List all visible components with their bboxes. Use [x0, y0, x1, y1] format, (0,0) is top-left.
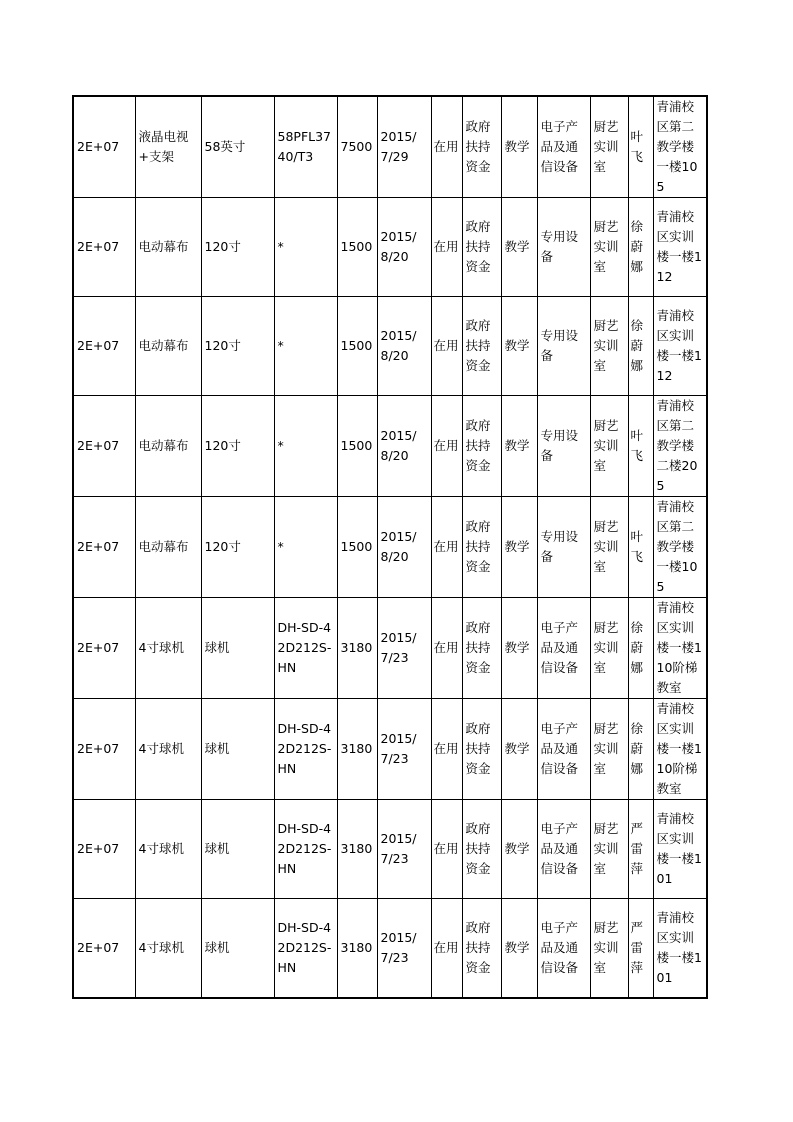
cell-category: 电子产品及通信设备	[537, 699, 590, 800]
cell-asset-name: 4寸球机	[135, 899, 201, 999]
cell-spec: 120寸	[201, 497, 274, 598]
cell-category: 电子产品及通信设备	[537, 800, 590, 899]
cell-asset-code: 2E+07	[73, 800, 135, 899]
cell-price: 1500	[337, 396, 377, 497]
cell-spec: 球机	[201, 899, 274, 999]
table-row	[73, 699, 707, 800]
cell-custodian: 徐蔚娜	[628, 598, 653, 699]
cell-price: 3180	[337, 899, 377, 999]
cell-asset-code: 2E+07	[73, 198, 135, 297]
cell-category: 电子产品及通信设备	[537, 598, 590, 699]
cell-spec: 58英寸	[201, 96, 274, 198]
cell-location: 青浦校区实训楼一楼101	[653, 899, 707, 999]
table-row	[73, 800, 707, 899]
cell-usage: 教学	[501, 899, 537, 999]
cell-funding-source: 政府扶持资金	[462, 899, 501, 999]
cell-category: 专用设备	[537, 497, 590, 598]
cell-category: 电子产品及通信设备	[537, 899, 590, 999]
cell-department: 厨艺实训室	[590, 899, 628, 999]
cell-spec: 球机	[201, 800, 274, 899]
cell-funding-source: 政府扶持资金	[462, 497, 501, 598]
cell-asset-code: 2E+07	[73, 497, 135, 598]
cell-spec: 球机	[201, 598, 274, 699]
cell-funding-source: 政府扶持资金	[462, 699, 501, 800]
cell-status: 在用	[431, 297, 462, 396]
table-body	[73, 96, 707, 998]
cell-asset-code: 2E+07	[73, 297, 135, 396]
cell-category: 专用设备	[537, 297, 590, 396]
cell-custodian: 徐蔚娜	[628, 297, 653, 396]
cell-funding-source: 政府扶持资金	[462, 800, 501, 899]
cell-model: DH-SD-42D212S-HN	[274, 800, 337, 899]
cell-purchase-date: 2015/7/29	[377, 96, 431, 198]
cell-purchase-date: 2015/8/20	[377, 497, 431, 598]
cell-status: 在用	[431, 800, 462, 899]
cell-status: 在用	[431, 497, 462, 598]
cell-price: 3180	[337, 699, 377, 800]
cell-purchase-date: 2015/8/20	[377, 396, 431, 497]
cell-category: 电子产品及通信设备	[537, 96, 590, 198]
cell-location: 青浦校区实训楼一楼112	[653, 198, 707, 297]
table-row	[73, 96, 707, 198]
cell-spec: 球机	[201, 699, 274, 800]
cell-department: 厨艺实训室	[590, 96, 628, 198]
cell-model: DH-SD-42D212S-HN	[274, 899, 337, 999]
cell-model: *	[274, 198, 337, 297]
cell-department: 厨艺实训室	[590, 699, 628, 800]
cell-usage: 教学	[501, 699, 537, 800]
cell-custodian: 叶飞	[628, 396, 653, 497]
cell-price: 1500	[337, 198, 377, 297]
table-row	[73, 497, 707, 598]
cell-price: 1500	[337, 297, 377, 396]
cell-usage: 教学	[501, 497, 537, 598]
cell-price: 3180	[337, 800, 377, 899]
cell-status: 在用	[431, 598, 462, 699]
cell-usage: 教学	[501, 800, 537, 899]
cell-custodian: 徐蔚娜	[628, 699, 653, 800]
cell-usage: 教学	[501, 598, 537, 699]
table-row	[73, 198, 707, 297]
table-row	[73, 598, 707, 699]
cell-model: *	[274, 497, 337, 598]
cell-asset-name: 4寸球机	[135, 800, 201, 899]
cell-asset-name: 电动幕布	[135, 198, 201, 297]
cell-funding-source: 政府扶持资金	[462, 598, 501, 699]
cell-status: 在用	[431, 198, 462, 297]
asset-table	[72, 95, 708, 999]
cell-department: 厨艺实训室	[590, 800, 628, 899]
table-row	[73, 297, 707, 396]
cell-category: 专用设备	[537, 198, 590, 297]
cell-asset-name: 电动幕布	[135, 396, 201, 497]
cell-department: 厨艺实训室	[590, 497, 628, 598]
cell-asset-name: 电动幕布	[135, 497, 201, 598]
cell-purchase-date: 2015/8/20	[377, 198, 431, 297]
cell-status: 在用	[431, 899, 462, 999]
cell-model: *	[274, 396, 337, 497]
cell-status: 在用	[431, 396, 462, 497]
cell-price: 1500	[337, 497, 377, 598]
cell-funding-source: 政府扶持资金	[462, 396, 501, 497]
cell-asset-code: 2E+07	[73, 96, 135, 198]
cell-status: 在用	[431, 96, 462, 198]
cell-price: 7500	[337, 96, 377, 198]
cell-location: 青浦校区实训楼一楼101	[653, 800, 707, 899]
cell-location: 青浦校区实训楼一楼110阶梯教室	[653, 598, 707, 699]
cell-model: DH-SD-42D212S-HN	[274, 699, 337, 800]
cell-funding-source: 政府扶持资金	[462, 96, 501, 198]
cell-custodian: 严雷萍	[628, 899, 653, 999]
cell-status: 在用	[431, 699, 462, 800]
cell-asset-code: 2E+07	[73, 699, 135, 800]
cell-model: *	[274, 297, 337, 396]
cell-asset-code: 2E+07	[73, 396, 135, 497]
cell-usage: 教学	[501, 96, 537, 198]
cell-asset-name: 4寸球机	[135, 598, 201, 699]
cell-department: 厨艺实训室	[590, 598, 628, 699]
cell-model: 58PFL3740/T3	[274, 96, 337, 198]
cell-custodian: 严雷萍	[628, 800, 653, 899]
cell-usage: 教学	[501, 396, 537, 497]
cell-spec: 120寸	[201, 396, 274, 497]
cell-spec: 120寸	[201, 297, 274, 396]
cell-asset-code: 2E+07	[73, 899, 135, 999]
cell-department: 厨艺实训室	[590, 396, 628, 497]
cell-asset-name: 4寸球机	[135, 699, 201, 800]
cell-spec: 120寸	[201, 198, 274, 297]
cell-location: 青浦校区实训楼一楼112	[653, 297, 707, 396]
cell-price: 3180	[337, 598, 377, 699]
cell-location: 青浦校区第二教学楼二楼205	[653, 396, 707, 497]
cell-purchase-date: 2015/7/23	[377, 899, 431, 999]
cell-asset-name: 电动幕布	[135, 297, 201, 396]
table-row	[73, 899, 707, 999]
cell-asset-code: 2E+07	[73, 598, 135, 699]
cell-usage: 教学	[501, 297, 537, 396]
cell-department: 厨艺实训室	[590, 297, 628, 396]
cell-department: 厨艺实训室	[590, 198, 628, 297]
table-row	[73, 396, 707, 497]
cell-purchase-date: 2015/7/23	[377, 699, 431, 800]
cell-model: DH-SD-42D212S-HN	[274, 598, 337, 699]
cell-custodian: 叶飞	[628, 96, 653, 198]
cell-location: 青浦校区实训楼一楼110阶梯教室	[653, 699, 707, 800]
cell-location: 青浦校区第二教学楼一楼105	[653, 96, 707, 198]
cell-location: 青浦校区第二教学楼一楼105	[653, 497, 707, 598]
cell-usage: 教学	[501, 198, 537, 297]
cell-custodian: 徐蔚娜	[628, 198, 653, 297]
cell-funding-source: 政府扶持资金	[462, 297, 501, 396]
cell-purchase-date: 2015/7/23	[377, 800, 431, 899]
cell-funding-source: 政府扶持资金	[462, 198, 501, 297]
cell-asset-name: 液晶电视+支架	[135, 96, 201, 198]
cell-custodian: 叶飞	[628, 497, 653, 598]
cell-purchase-date: 2015/8/20	[377, 297, 431, 396]
cell-category: 专用设备	[537, 396, 590, 497]
cell-purchase-date: 2015/7/23	[377, 598, 431, 699]
